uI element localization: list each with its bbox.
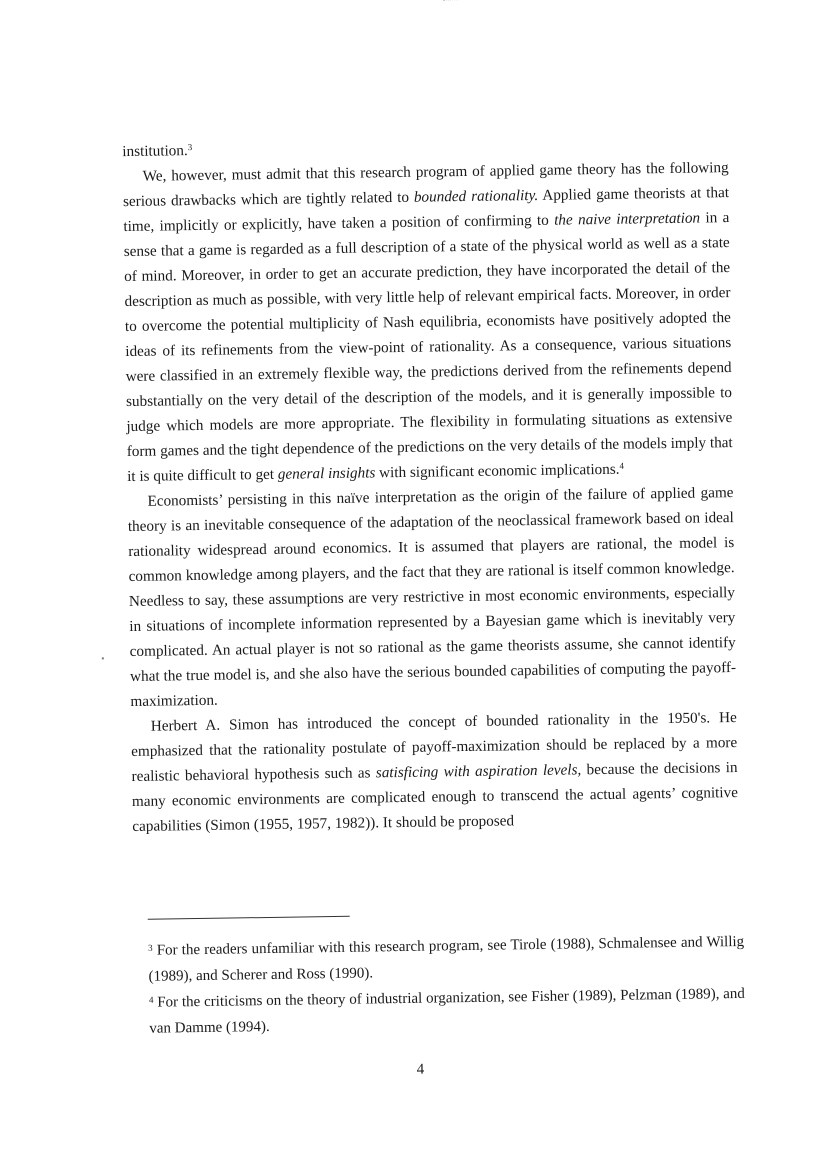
scan-artifact-marks	[443, 0, 503, 6]
footnote-text: For the readers unfamiliar with this research program, see Tirole (1988), Schmalensee and Willig (1989), and Scherer and Ross (1990).	[148, 933, 745, 985]
footnote-divider	[148, 916, 350, 920]
paragraph-text: with significant economic implications.	[375, 460, 620, 482]
scan-artifact-dot	[102, 657, 104, 659]
paragraph-text: We, however, must admit that this research program of applied game theory has the following serious drawbacks which are tightly related to	[122, 159, 729, 211]
emphasis-text: general insights	[277, 464, 376, 483]
paragraph-text: Applied game theorists at that time, implicitly or explicitly, have taken a position of confirming to	[123, 184, 730, 236]
emphasis-text: the naive interpretation	[554, 209, 701, 229]
emphasis-text: satisficing with aspiration levels,	[375, 761, 582, 782]
paragraph-drawbacks	[123, 155, 734, 489]
footnote-mark: 3	[148, 942, 153, 953]
footnote-ref: 3	[187, 142, 193, 153]
emphasis-text: bounded rationality.	[413, 186, 539, 206]
footnote-ref: 4	[619, 460, 625, 471]
paragraph-text: institution.	[122, 142, 188, 161]
paragraph-text: in a sense that a game is regarded as a full description of a state of the physical world as well as a state of mind. Moreover, in order to get an accurate prediction, they have incorporated the detail of the description as much as possible, with very little help of relevant empirical facts. Moreover, in order to overcome the potential multiplicity of Nash equilibria, economists have positively adopted the ideas of its refinements from the view-point of rationality. As a consequence, various situations were classified in an extremely flexible way, the predictions derived from the refinements depend substantially on the very detail of the description of the models, and it is generally impossible to judge which models are more appropriate. The flexibility in formulating situations as extensive form games and the tight dependence of the predictions on the very details of the models imply that it is quite difficult to get	[123, 209, 733, 486]
page-number: 4	[416, 1061, 425, 1078]
paragraph-simon	[131, 705, 739, 839]
paragraph-text: Herbert A. Simon has introduced the concept of bounded rationality in the 1950's. He emphasized that the rationality postulate of payoff-maximization should be replaced by a more realistic behavioral hypothesis such as	[131, 709, 738, 786]
footnote-text: For the criticisms on the theory of industrial organization, see Fisher (1989), Pelzman (1989), and van Damme (1994).	[149, 985, 746, 1037]
body-text	[122, 130, 738, 839]
paragraph-text: because the decisions in many economic environments are complicated enough to transcend the actual agents’ cognitive capabilities (Simon (1955, 1957, 1982)). It should be proposed	[131, 759, 739, 835]
footnotes	[148, 929, 745, 1042]
paragraph-naive-interpretation: Economists’ persisting in this naïve interpretation as the origin of the failure of applied game theory is an inevitable consequence of the adaptation of the neoclassical framework based on ideal rationality widespread around economics. It is assumed that players are rational, the model is common knowledge among players, and the fact that they are rational is itself common knowledge. Needless to say, these assumptions are very restrictive in most economic environments, especially in situations of incomplete information represented by a Bayesian game which is inevitably very complicated. An actual player is not so rational as the game theorists assume, she cannot identify what the true model is, and she also have the serious bounded capabilities of computing the payoff-maximization.	[127, 484, 737, 711]
footnote-4	[149, 981, 746, 1042]
footnote-mark: 4	[148, 994, 154, 1005]
footnote-3	[148, 929, 745, 990]
